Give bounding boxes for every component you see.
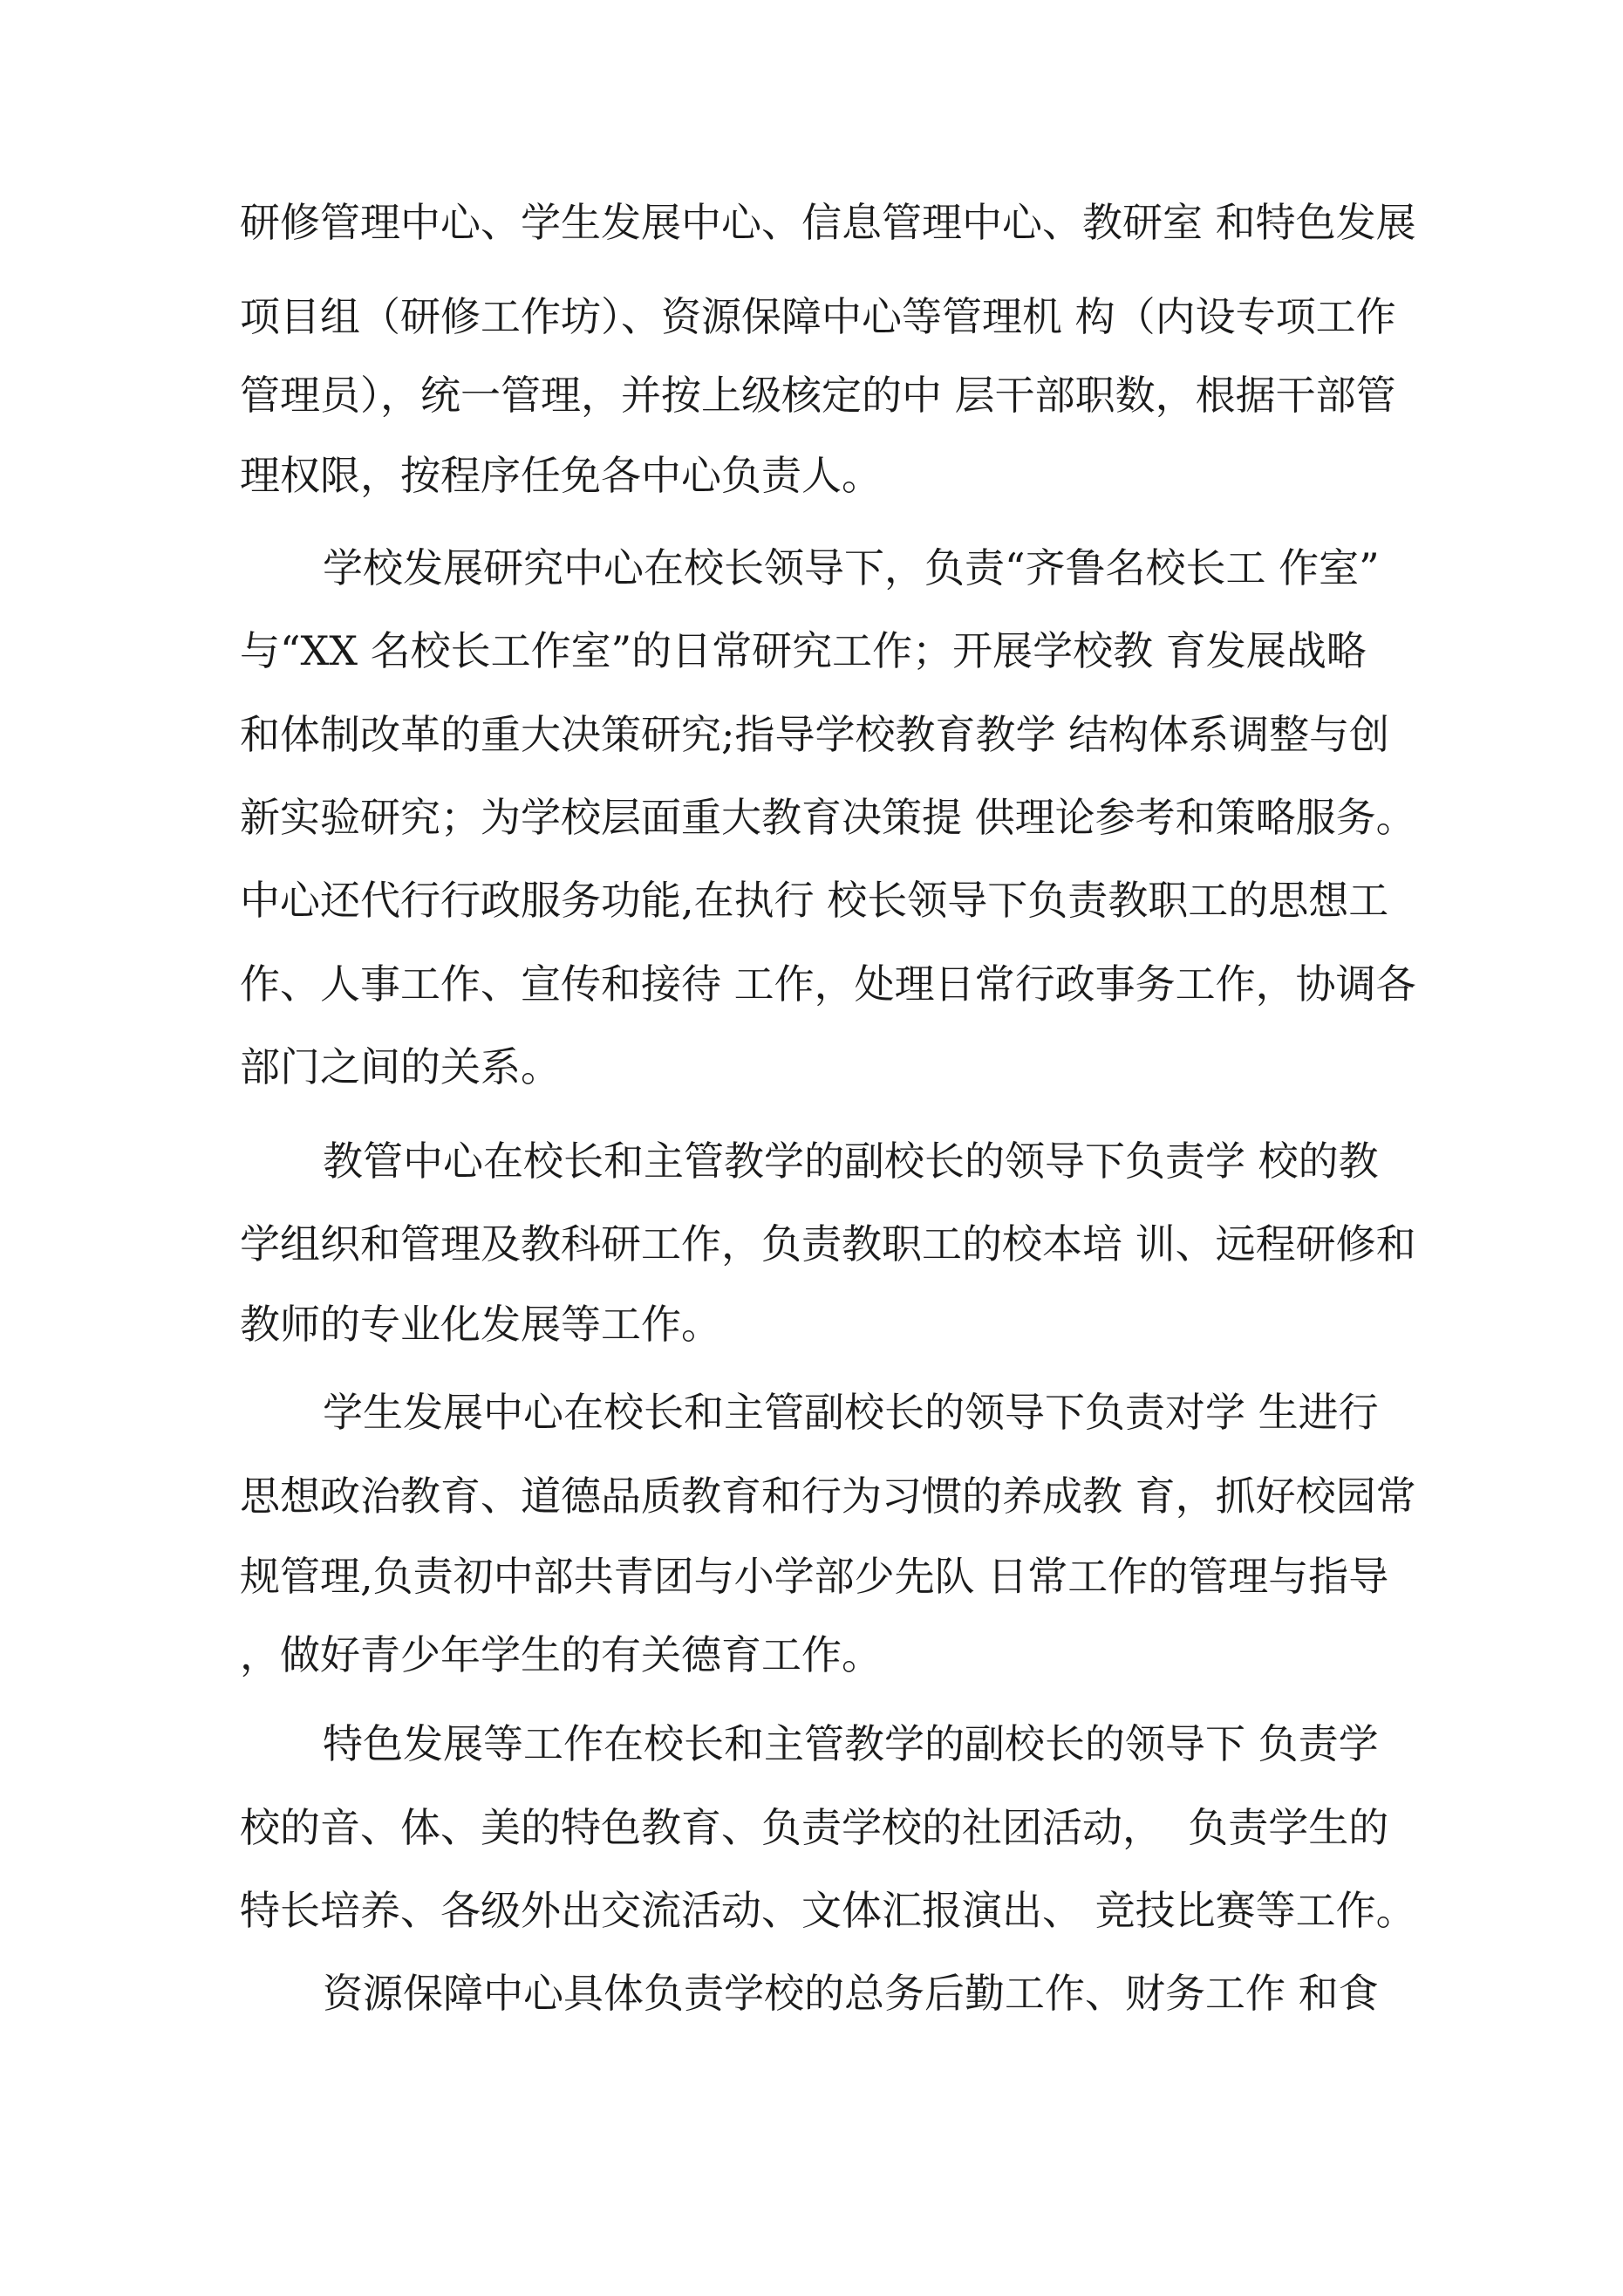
text-line: 理权限，按程序任免各中心负责人。 bbox=[240, 452, 882, 499]
text-line: 和体制改革的重大决策研究;指导学校教育教学 结构体系调整与创 bbox=[240, 711, 1390, 758]
text-line: ，做好青少年学生的有关德育工作。 bbox=[240, 1631, 882, 1678]
text-line: 校的音、体、美的特色教育、负责学校的社团活动， 负责学生的 bbox=[240, 1804, 1389, 1851]
text-line: 作、人事工作、宣传和接待 工作，处理日常行政事务工作，协调各 bbox=[240, 960, 1416, 1008]
text-line: 中心还代行行政服务功能,在执行 校长领导下负责教职工的思想工 bbox=[240, 877, 1389, 924]
text-line: 与“XX 名校长工作室”的日常研究工作；开展学校教 育发展战略 bbox=[240, 627, 1367, 674]
text-line: 学校发展研究中心在校长领导下，负责“齐鲁名校长工 作室” bbox=[323, 544, 1380, 591]
text-line: 特长培养、各级外出交流活动、文体汇报演出、 竞技比赛等工作。 bbox=[240, 1887, 1416, 1934]
text-line: 资源保障中心具体负责学校的总务后勤工作、财务工作 和食 bbox=[323, 1970, 1379, 2017]
text-line: 管理员），统一管理，并按上级核定的中 层干部职数，根据干部管 bbox=[240, 372, 1396, 419]
text-line: 学生发展中心在校长和主管副校长的领导下负责对学 生进行 bbox=[323, 1389, 1379, 1436]
text-line: 思想政治教育、道德品质教育和行为习惯的养成教 育，抓好校园常 bbox=[240, 1473, 1416, 1520]
text-line: 新实验研究；为学校层面重大教育决策提 供理论参考和策略服务。 bbox=[240, 794, 1416, 841]
text-line: 学组织和管理及教科研工作，负责教职工的校本培 训、远程研修和 bbox=[240, 1220, 1416, 1268]
text-line: 研修管理中心、学生发展中心、信息管理中心、教研室 和特色发展 bbox=[240, 199, 1416, 246]
text-line: 部门之间的关系。 bbox=[240, 1043, 561, 1090]
text-line: 教师的专业化发展等工作。 bbox=[240, 1301, 721, 1348]
text-line: 教管中心在校长和主管教学的副校长的领导下负责学 校的教 bbox=[323, 1138, 1379, 1185]
text-line: 规管理,负责初中部共青团与小学部少先队 日常工作的管理与指导 bbox=[240, 1553, 1389, 1600]
text-line: 项目组（研修工作坊）、资源保障中心等管理机 构（内设专项工作 bbox=[240, 293, 1396, 340]
text-line: 特色发展等工作在校长和主管教学的副校长的领导下 负责学 bbox=[323, 1720, 1379, 1767]
